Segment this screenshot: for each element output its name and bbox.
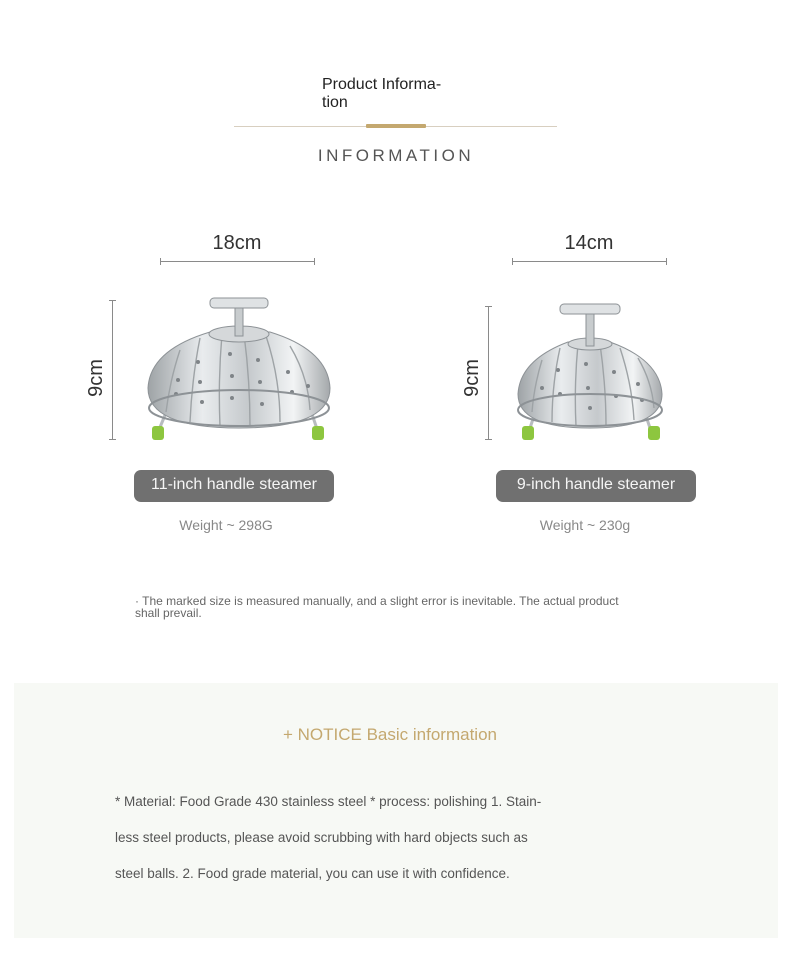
product-2-width-line: [512, 261, 667, 262]
size-disclaimer-line1: · The marked size is measured manually, and a slight error is inevitable. The actual product: [135, 594, 619, 608]
product-1-height-line: [112, 300, 113, 440]
notice-line-2: less steel products, please avoid scrubbing with hard objects such as: [115, 830, 528, 845]
section-subtitle: INFORMATION: [317, 146, 475, 165]
product-2-height-line: [488, 306, 489, 440]
product-2-height-label: 9cm: [461, 359, 483, 397]
product-2-weight: Weight ~ 230g: [539, 517, 631, 533]
steamer-foot-right: [648, 426, 660, 440]
size-disclaimer: [135, 595, 655, 619]
steamer-foot-left: [522, 426, 534, 440]
size-disclaimer-line2: shall prevail.: [135, 606, 202, 620]
title-divider-accent: [366, 124, 426, 128]
notice-line-1: * Material: Food Grade 430 stainless steel * process: polishing 1. Stain-: [115, 794, 542, 809]
page-title: [322, 76, 472, 112]
notice-title: + NOTICE Basic information: [283, 725, 497, 744]
page-title-line2: tion: [322, 94, 348, 111]
product-2-width-label: 14cm: [564, 232, 614, 254]
steamer-foot-right: [312, 426, 324, 440]
product-1-weight: Weight ~ 298G: [179, 517, 273, 533]
product-1-height-label: 9cm: [85, 359, 107, 397]
small-steamer-image: [510, 298, 670, 450]
product-2-name-badge: 9-inch handle steamer: [496, 470, 696, 502]
steamer-foot-left: [152, 426, 164, 440]
product-1-width-line: [160, 261, 315, 262]
page-title-line1: Product Informa-: [322, 76, 442, 93]
product-1-width-label: 18cm: [212, 232, 262, 254]
notice-body: [115, 784, 555, 892]
product-1-name-badge: 11-inch handle steamer: [134, 470, 334, 502]
large-steamer-image: [140, 290, 340, 450]
notice-line-3: steel balls. 2. Food grade material, you can use it with confidence.: [115, 866, 510, 881]
